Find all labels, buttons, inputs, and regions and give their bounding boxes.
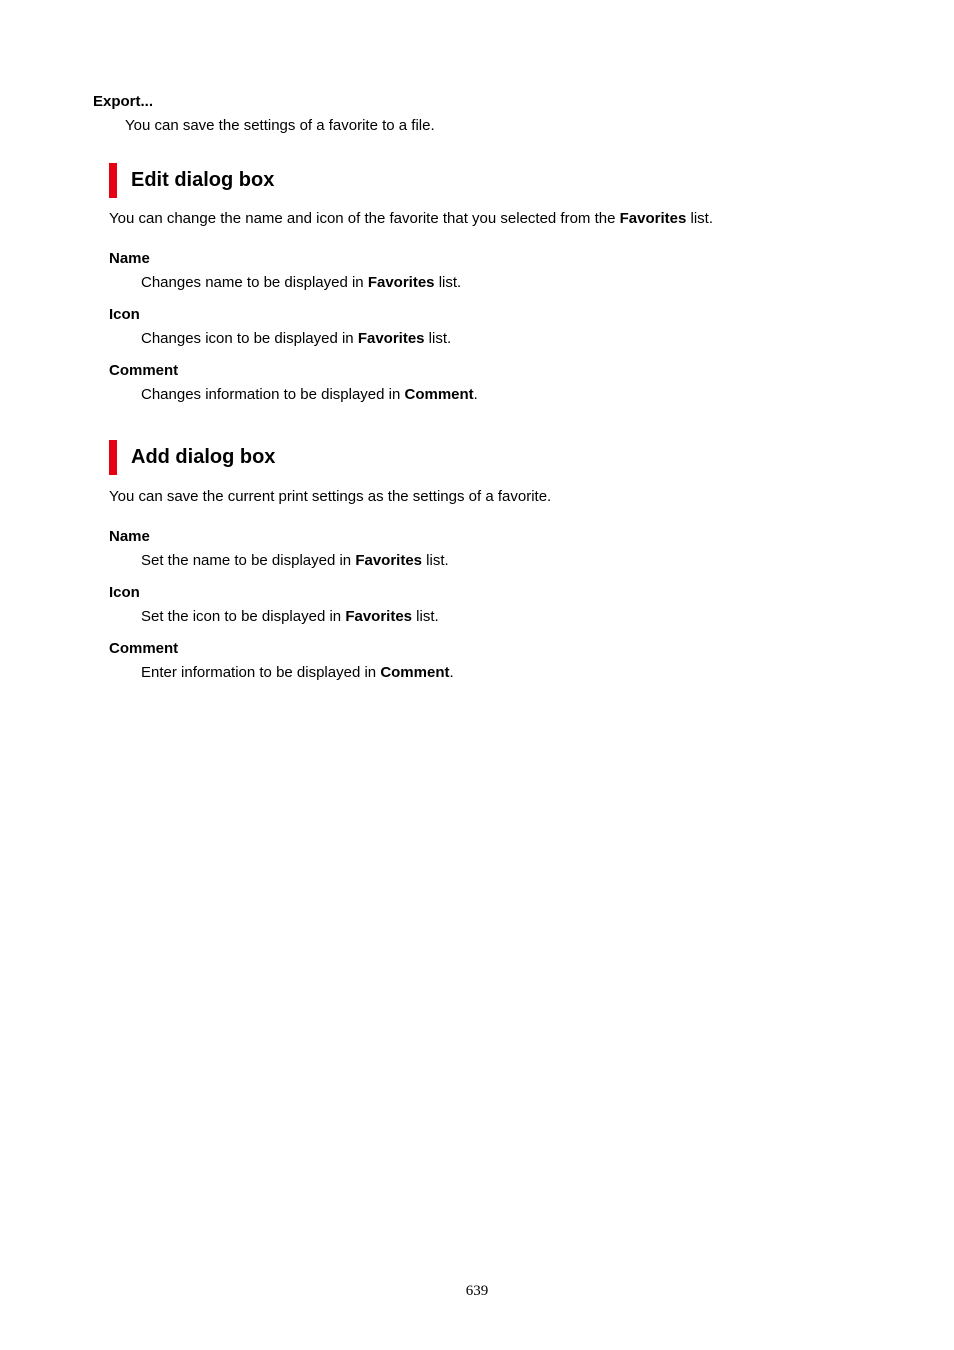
edit-icon-description: Changes icon to be displayed in Favorites list. xyxy=(141,330,452,347)
export-term: Export... xyxy=(93,93,154,110)
add-dialog-intro: You can save the current print settings as the settings of a favorite. xyxy=(109,488,552,505)
edit-dialog-intro: You can change the name and icon of the favorite that you selected from the Favorites list. xyxy=(109,210,713,227)
edit-comment-term: Comment xyxy=(109,362,179,379)
add-comment-term: Comment xyxy=(109,640,179,657)
heading-accent-bar xyxy=(109,440,117,475)
edit-comment-description: Changes information to be displayed in Comment. xyxy=(141,386,478,403)
add-name-description: Set the name to be displayed in Favorites list. xyxy=(141,552,449,569)
add-icon-description: Set the icon to be displayed in Favorites list. xyxy=(141,608,439,625)
add-comment-description: Enter information to be displayed in Comment. xyxy=(141,664,454,681)
edit-name-term: Name xyxy=(109,250,150,267)
add-icon-term: Icon xyxy=(109,584,140,601)
page-number: 639 xyxy=(465,1283,489,1299)
edit-dialog-heading-text: Edit dialog box xyxy=(131,169,275,191)
add-name-term: Name xyxy=(109,528,150,545)
edit-name-description: Changes name to be displayed in Favorites list. xyxy=(141,274,462,291)
heading-accent-bar xyxy=(109,163,117,198)
export-description: You can save the settings of a favorite to a file. xyxy=(125,117,435,134)
edit-icon-term: Icon xyxy=(109,306,140,323)
add-dialog-heading-text: Add dialog box xyxy=(131,446,276,468)
